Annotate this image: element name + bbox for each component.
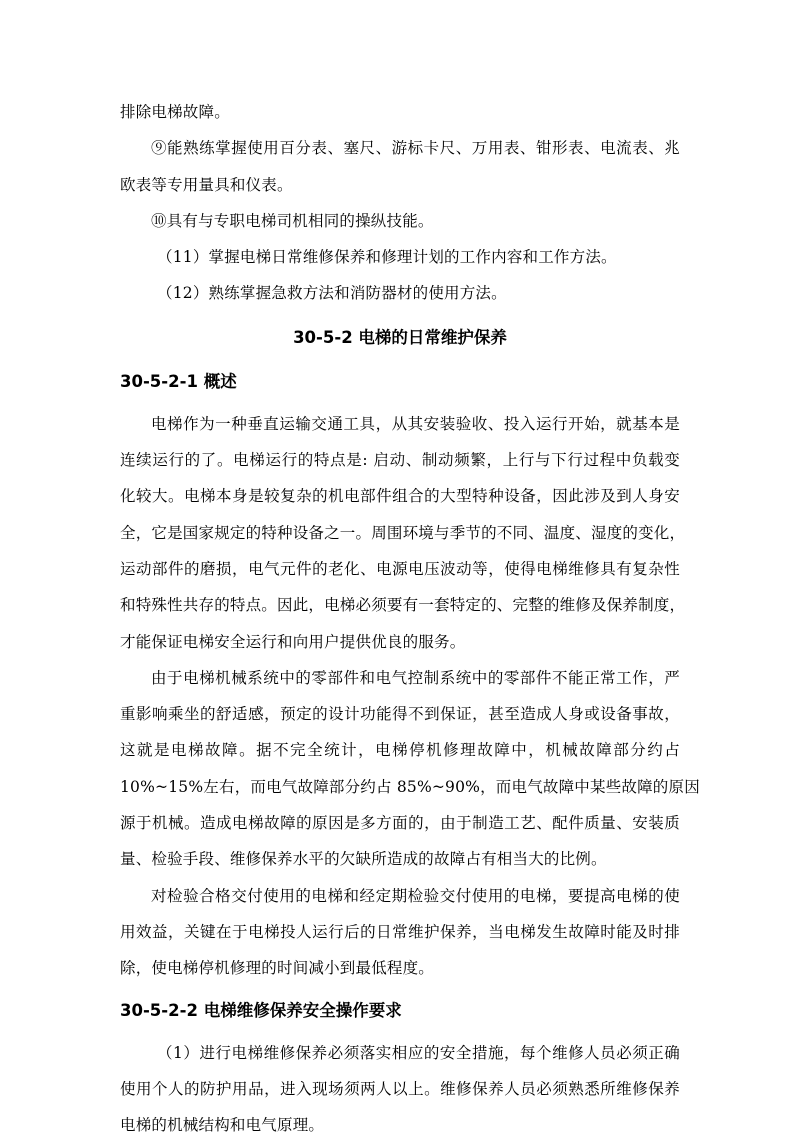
text-line: 化较大。电梯本身是较复杂的机电部件组合的大型特种设备，因此涉及到人身安 — [120, 487, 680, 506]
safety-paragraph-1 — [120, 1035, 680, 1143]
text-line: 电梯作为一种垂直运输交通工具，从其安装验收、投入运行开始，就基本是 — [151, 414, 680, 433]
overview-paragraph-1 — [120, 406, 686, 660]
section-heading: 30-5-2 电梯的日常维护保养 — [293, 327, 507, 347]
text-line: 由于电梯机械系统中的零部件和电气控制系统中的零部件不能正常工作，严 — [151, 668, 680, 687]
text-line: 对检验合格交付使用的电梯和经定期检验交付使用的电梯，要提高电梯的使 — [151, 886, 680, 905]
intro-list — [120, 94, 680, 312]
text-line: 全，它是国家规定的特种设备之一。周围环境与季节的不同、温度、湿度的变化， — [120, 523, 686, 542]
overview-paragraph-3 — [120, 878, 680, 987]
text-line: 用效益，关键在于电梯投人运行后的日常维护保养，当电梯发生故障时能及时排 — [120, 922, 680, 941]
subsection-heading-safety: 30-5-2-2 电梯维修保养安全操作要求 — [120, 1000, 402, 1020]
text-line: 电梯的机械结构和电气原理。 — [120, 1116, 325, 1135]
text-line: 排除电梯故障。 — [120, 103, 230, 121]
document-page — [120, 94, 700, 1143]
list-item-11: （11）掌握电梯日常维修保养和修理计划的工作内容和工作方法。 — [157, 248, 617, 267]
list-item-9: ⑨能熟练掌握使用百分表、塞尺、游标卡尺、万用表、钳形表、电流表、兆 — [151, 139, 680, 158]
text-line: 除，使电梯停机修理的时间减小到最低程度。 — [120, 959, 435, 978]
text-line: 源于机械。造成电梯故障的原因是多方面的，由于制造工艺、配件质量、安装质 — [120, 814, 680, 833]
subsection-heading-overview: 30-5-2-1 概述 — [120, 371, 237, 391]
text-line: 量、检验手段、维修保养水平的欠缺所造成的故障占有相当大的比例。 — [120, 850, 607, 869]
text-line: 10%~15%左右，而电气故障部分约占 85%~90%，而电气故障中某些故障的原因 — [120, 777, 700, 796]
text-line: 使用个人的防护用品，进入现场须两人以上。维修保养人员必须熟悉所维修保养 — [120, 1079, 680, 1098]
text-line: 这就是电梯故障。据不完全统计，电梯停机修理故障中，机械故障部分约占 — [120, 741, 680, 760]
text-line: 连续运行的了。电梯运行的特点是: 启动、制动频繁，上行与下行过程中负载变 — [120, 451, 680, 470]
text-line: 重影响乘坐的舒适感，预定的设计功能得不到保证，甚至造成人身或设备事故， — [120, 705, 680, 724]
text-line: 才能保证电梯安全运行和向用户提供优良的服务。 — [120, 632, 466, 651]
text-line: 欧表等专用量具和仪表。 — [120, 175, 293, 194]
text-line: （1）进行电梯维修保养必须落实相应的安全措施，每个维修人员必须正确 — [157, 1043, 680, 1062]
text-line: 和特殊性共存的特点。因此，电梯必须要有一套特定的、完整的维修及保养制度， — [120, 596, 686, 615]
list-item-12: （12）熟练掌握急救方法和消防器材的使用方法。 — [157, 284, 507, 303]
overview-paragraph-2 — [120, 660, 700, 878]
list-item-10: ⑩具有与专职电梯司机相同的操纵技能。 — [151, 211, 434, 230]
text-line: 运动部件的磨损，电气元件的老化、电源电压波动等，使得电梯维修具有复杂性 — [120, 559, 680, 578]
